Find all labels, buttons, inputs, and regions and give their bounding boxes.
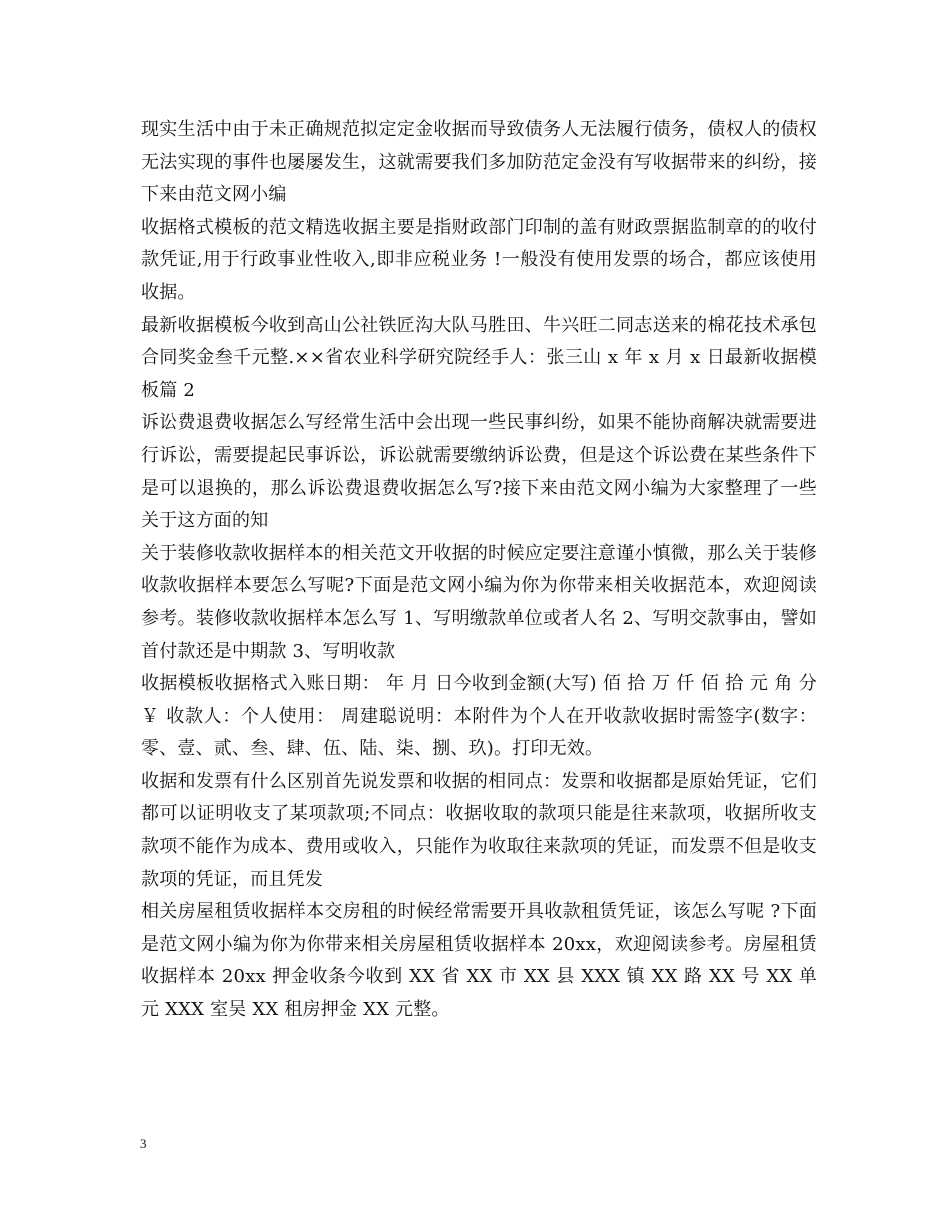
paragraph-receipt-format: 收据格式模板的范文精选收据主要是指财政部门印制的盖有财政票据监制章的的收付款凭证,用于行政事业性收入,即非应税业务 !一般没有使用发票的场合，都应该使用收据。	[141, 216, 817, 303]
page-number: 3	[140, 1136, 147, 1151]
paragraph-receipt-entry-form: 收据模板收据格式入账日期： 年 月 日今收到金额(大写) 佰 拾 万 仟 佰 拾 元 角 分￥ 收款人：个人使用： 周建聪说明：本附件为个人在开收款收据时需签字(数字：零、壹、贰、叁、肆、伍、陆、柒、捌、玖)。打印无效。	[141, 673, 817, 760]
paragraph-latest-receipt-template: 最新收据模板今收到高山公社铁匠沟大队马胜田、牛兴旺二同志送来的棉花技术承包合同奖金叁千元整.××省农业科学研究院经手人：张三山 x 年 x 月 x 日最新收据模板篇 2	[141, 314, 817, 401]
document-body	[141, 114, 817, 1027]
paragraph-litigation-refund: 诉讼费退费收据怎么写经常生活中会出现一些民事纠纷，如果不能协商解决就需要进行诉讼，需要提起民事诉讼，诉讼就需要缴纳诉讼费，但是这个诉讼费在某些条件下是可以退换的，那么诉讼费退费收据怎么写?接下来由范文网小编为大家整理了一些关于这方面的知	[141, 412, 817, 532]
paragraph-deposit-receipt: 现实生活中由于未正确规范拟定定金收据而导致债务人无法履行债务，债权人的债权无法实现的事件也屡屡发生，这就需要我们多加防范定金没有写收据带来的纠纷，接下来由范文网小编	[141, 119, 817, 206]
paragraph-receipt-vs-invoice: 收据和发票有什么区别首先说发票和收据的相同点：发票和收据都是原始凭证，它们都可以证明收支了某项款项;不同点：收据收取的款项只能是往来款项，收据所收支款项不能作为成本、费用或收入，只能作为收取往来款项的凭证，而发票不但是收支款项的凭证，而且凭发	[141, 770, 817, 890]
paragraph-renovation-receipt: 关于装修收款收据样本的相关范文开收据的时候应定要注意谨小慎微，那么关于装修收款收据样本要怎么写呢?下面是范文网小编为你为你带来相关收据范本，欢迎阅读参考。装修收款收据样本怎么写 1、写明缴款单位或者人名 2、写明交款事由，譬如首付款还是中期款 3、写明收款	[141, 542, 817, 662]
paragraph-rental-receipt: 相关房屋租赁收据样本交房租的时候经常需要开具收款租赁凭证，该怎么写呢 ?下面是范文网小编为你为你带来相关房屋租赁收据样本 20xx，欢迎阅读参考。房屋租赁收据样本 20xx 押金收条今收到 XX 省 XX 市 XX 县 XXX 镇 XX 路 XX 号 XX 单元 XXX 室吴 XX 租房押金 XX 元整。	[141, 901, 817, 1021]
